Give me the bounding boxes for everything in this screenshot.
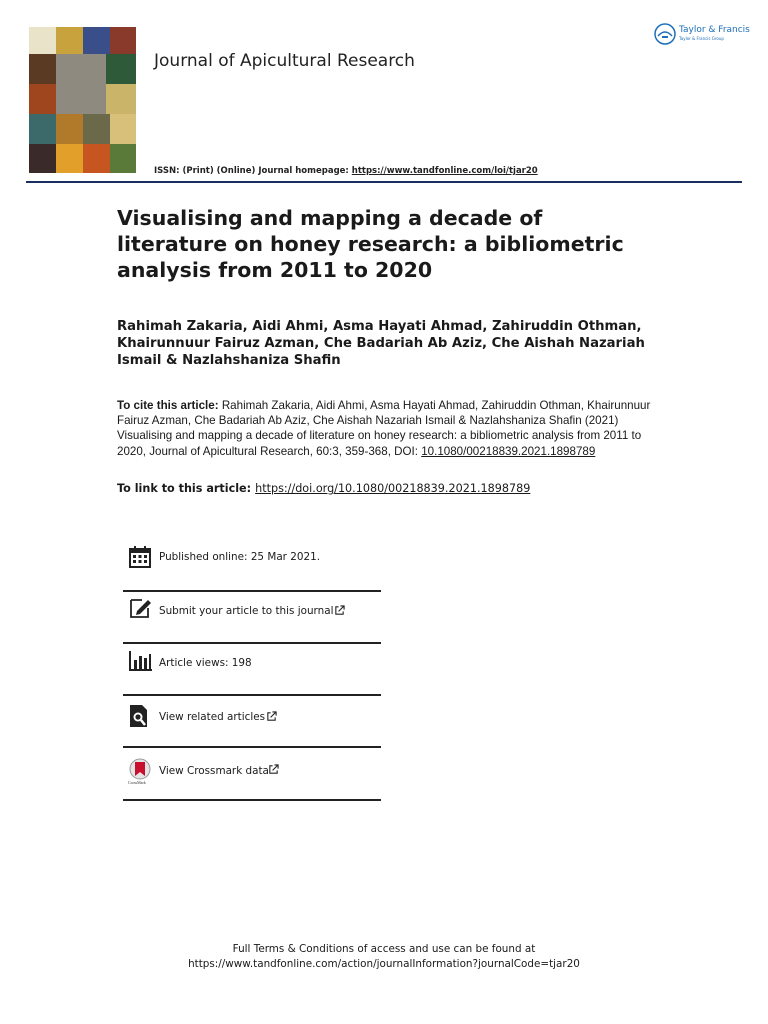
issn-label: ISSN: (Print) (Online) Journal homepage: bbox=[154, 166, 349, 176]
citation-text: Rahimah Zakaria, Aidi Ahmi, Asma Hayati Ahmad, Zahiruddin Othman, Khairunnuur Fairuz Azman, Che Badariah Ab Aziz, Che Aishah Nazariah Ismail & Nazlahshaniza Shafin (2021) Visualising and mapping a decade of literature on honey research: a bibliometric analysis from 2011 to 2020, Journal of Apicultural Research, 60:3, 359-368, DOI: bbox=[117, 399, 651, 458]
publisher-name: Taylor & Francis bbox=[679, 25, 750, 35]
article-authors: Rahimah Zakaria, Aidi Ahmi, Asma Hayati Ahmad, Zahiruddin Othman, Khairunnuur Fairuz Azman, Che Badariah Ab Aziz, Che Aishah Nazariah Ismail & Nazlahshaniza Shafin bbox=[117, 319, 645, 368]
citation-block bbox=[117, 398, 657, 459]
info-divider bbox=[123, 642, 381, 644]
bar-chart-icon bbox=[128, 649, 152, 673]
related-articles-row[interactable] bbox=[124, 698, 381, 750]
article-link-url[interactable]: https://doi.org/10.1080/00218839.2021.1898789 bbox=[255, 482, 531, 495]
submit-article-text: Submit your article to this journal bbox=[159, 605, 334, 617]
info-divider bbox=[123, 799, 381, 801]
article-link-label: To link to this article: bbox=[117, 482, 252, 495]
article-views-row bbox=[124, 645, 381, 697]
citation-label: To cite this article: bbox=[117, 399, 219, 412]
article-link-block bbox=[117, 482, 530, 495]
crossmark-logo-text: CrossMark bbox=[128, 780, 146, 785]
published-online-text: Published online: 25 Mar 2021. bbox=[159, 551, 321, 563]
footer-terms bbox=[0, 942, 768, 972]
search-document-icon bbox=[128, 704, 152, 728]
external-link-icon bbox=[334, 605, 345, 616]
citation-doi-link[interactable]: 10.1080/00218839.2021.1898789 bbox=[421, 444, 596, 458]
issn-line bbox=[154, 166, 538, 176]
info-divider bbox=[123, 590, 381, 592]
journal-cover-image bbox=[29, 27, 136, 173]
external-link-icon bbox=[268, 764, 279, 775]
external-link-icon bbox=[266, 711, 277, 722]
footer-line-1: Full Terms & Conditions of access and use can be found at bbox=[232, 943, 536, 955]
info-divider bbox=[123, 746, 381, 748]
related-articles-text: View related articles bbox=[159, 711, 266, 723]
journal-title: Journal of Apicultural Research bbox=[154, 51, 415, 71]
journal-homepage-link[interactable]: https://www.tandfonline.com/loi/tjar20 bbox=[351, 166, 538, 176]
publisher-subtitle: Taylor & Francis Group bbox=[679, 36, 724, 41]
submit-article-row[interactable] bbox=[124, 594, 381, 646]
article-views-text: Article views: 198 bbox=[159, 657, 252, 669]
article-title: Visualising and mapping a decade of literature on honey research: a bibliometric analysis from 2011 to 2020 bbox=[117, 206, 624, 282]
footer-terms-link[interactable]: https://www.tandfonline.com/action/journalInformation?journalCode=tjar20 bbox=[188, 958, 580, 970]
info-divider bbox=[123, 694, 381, 696]
edit-icon bbox=[128, 596, 152, 620]
calendar-icon bbox=[128, 545, 152, 569]
header-divider bbox=[26, 181, 742, 183]
published-online-row bbox=[124, 541, 381, 593]
crossmark-row[interactable] bbox=[124, 750, 381, 802]
crossmark-text: View Crossmark data bbox=[159, 765, 269, 777]
